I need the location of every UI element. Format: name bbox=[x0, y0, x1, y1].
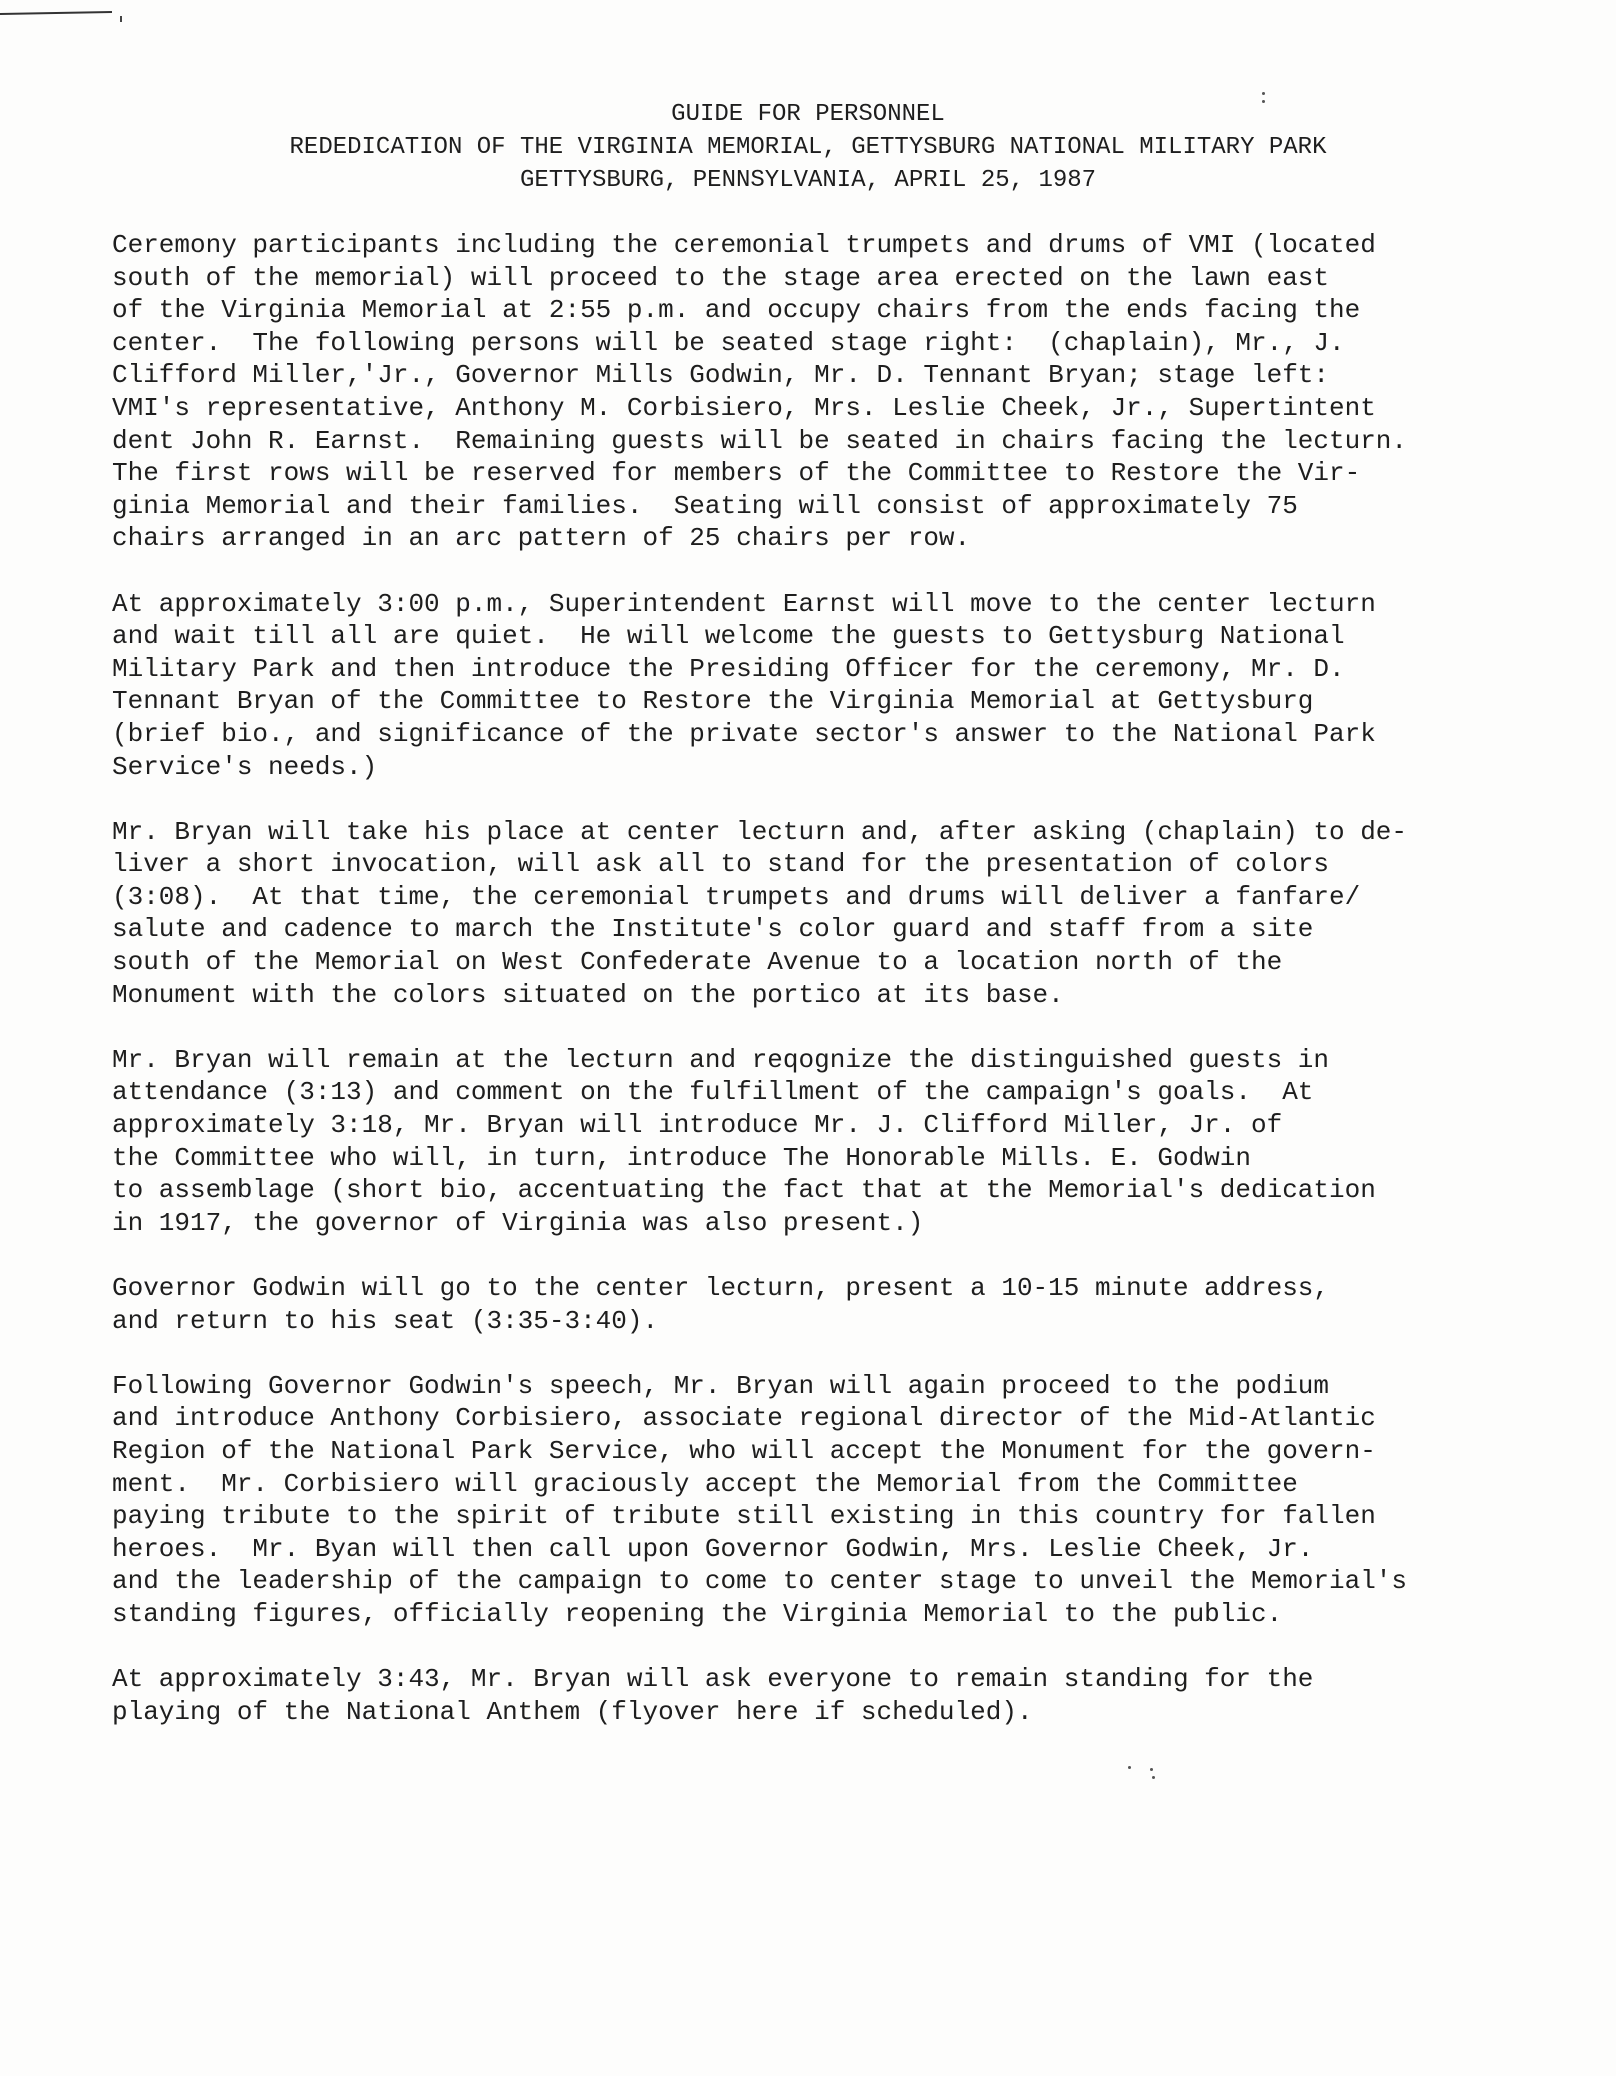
text-line: The first rows will be reserved for members of the Committee to Restore the Vir- bbox=[112, 458, 1361, 489]
heading-title: GUIDE FOR PERSONNEL bbox=[671, 101, 945, 128]
text-line: and return to his seat (3:35-3:40). bbox=[112, 1305, 659, 1336]
document-body bbox=[112, 229, 1552, 1761]
paragraph bbox=[112, 1272, 1552, 1337]
scan-speck bbox=[1262, 100, 1265, 103]
text-line: and the leadership of the campaign to come to center stage to unveil the Memorial's bbox=[112, 1566, 1408, 1597]
text-line: ment. Mr. Corbisiero will graciously accept the Memorial from the Committee bbox=[112, 1468, 1298, 1499]
text-line: liver a short invocation, will ask all to stand for the presentation of colors bbox=[112, 849, 1329, 880]
heading-location-date: GETTYSBURG, PENNSYLVANIA, APRIL 25, 1987 bbox=[519, 167, 1097, 194]
pen-tick-mark bbox=[120, 16, 122, 22]
text-line: Mr. Bryan will remain at the lecturn and reqognize the distinguished guests in bbox=[112, 1044, 1329, 1075]
paragraph bbox=[112, 229, 1552, 555]
text-line: standing figures, officially reopening the Virginia Memorial to the public. bbox=[112, 1598, 1283, 1629]
text-line: in 1917, the governor of Virginia was also present.) bbox=[112, 1207, 924, 1238]
pen-stroke-mark bbox=[0, 11, 112, 15]
text-line: and wait till all are quiet. He will welcome the guests to Gettysburg National bbox=[112, 621, 1345, 652]
paragraph bbox=[112, 1370, 1552, 1631]
scan-speck bbox=[1262, 92, 1265, 95]
text-line: dent John R. Earnst. Remaining guests will be seated in chairs facing the lecturn. bbox=[112, 425, 1408, 456]
text-line: (brief bio., and significance of the private sector's answer to the National Park bbox=[112, 718, 1376, 749]
text-line: Region of the National Park Service, who will accept the Monument for the govern- bbox=[112, 1435, 1376, 1466]
scan-speck bbox=[1128, 1766, 1131, 1769]
text-line: Service's needs.) bbox=[112, 751, 378, 782]
text-line: heroes. Mr. Byan will then call upon Governor Godwin, Mrs. Leslie Cheek, Jr. bbox=[112, 1533, 1314, 1564]
text-line: VMI's representative, Anthony M. Corbisiero, Mrs. Leslie Cheek, Jr., Supertintent bbox=[112, 392, 1376, 423]
paragraph bbox=[112, 588, 1552, 784]
text-line: ginia Memorial and their families. Seating will consist of approximately 75 bbox=[112, 490, 1298, 521]
text-line: playing of the National Anthem (flyover here if scheduled). bbox=[112, 1696, 1033, 1727]
paragraph bbox=[112, 1044, 1552, 1240]
text-line: At approximately 3:00 p.m., Superintendent Earnst will move to the center lecturn bbox=[112, 588, 1376, 619]
text-line: the Committee who will, in turn, introduce The Honorable Mills. E. Godwin bbox=[112, 1142, 1251, 1173]
text-line: south of the memorial) will proceed to the stage area erected on the lawn east bbox=[112, 262, 1329, 293]
text-line: At approximately 3:43, Mr. Bryan will ask everyone to remain standing for the bbox=[112, 1664, 1314, 1695]
text-line: Governor Godwin will go to the center lecturn, present a 10-15 minute address, bbox=[112, 1273, 1329, 1303]
text-line: Mr. Bryan will take his place at center lecturn and, after asking (chaplain) to de- bbox=[112, 816, 1408, 847]
text-line: of the Virginia Memorial at 2:55 p.m. and occupy chairs from the ends facing the bbox=[112, 295, 1361, 326]
scan-speck bbox=[1152, 1776, 1155, 1779]
text-line: Following Governor Godwin's speech, Mr. Bryan will again proceed to the podium bbox=[112, 1370, 1329, 1401]
text-line: Tennant Bryan of the Committee to Restore the Virginia Memorial at Gettysburg bbox=[112, 686, 1314, 717]
text-line: center. The following persons will be seated stage right: (chaplain), Mr., J. bbox=[112, 327, 1345, 358]
scan-speck bbox=[1150, 1768, 1153, 1771]
text-line: to assemblage (short bio, accentuating the fact that at the Memorial's dedication bbox=[112, 1175, 1376, 1206]
text-line: approximately 3:18, Mr. Bryan will introduce Mr. J. Clifford Miller, Jr. of bbox=[112, 1110, 1283, 1141]
text-line: paying tribute to the spirit of tribute still existing in this country for fallen bbox=[112, 1501, 1376, 1532]
document-heading bbox=[0, 98, 1616, 197]
heading-event: REDEDICATION OF THE VIRGINIA MEMORIAL, GETTYSBURG NATIONAL MILITARY PARK bbox=[289, 134, 1327, 161]
text-line: Clifford Miller,'Jr., Governor Mills Godwin, Mr. D. Tennant Bryan; stage left: bbox=[112, 360, 1329, 391]
text-line: Ceremony participants including the ceremonial trumpets and drums of VMI (located bbox=[112, 230, 1376, 260]
text-line: Monument with the colors situated on the portico at its base. bbox=[112, 979, 1064, 1010]
text-line: attendance (3:13) and comment on the fulfillment of the campaign's goals. At bbox=[112, 1077, 1314, 1108]
text-line: south of the Memorial on West Confederate Avenue to a location north of the bbox=[112, 947, 1283, 978]
paragraph bbox=[112, 1663, 1552, 1728]
text-line: Military Park and then introduce the Presiding Officer for the ceremony, Mr. D. bbox=[112, 653, 1345, 684]
text-line: chairs arranged in an arc pattern of 25 chairs per row. bbox=[112, 523, 971, 554]
text-line: and introduce Anthony Corbisiero, associate regional director of the Mid-Atlantic bbox=[112, 1403, 1376, 1434]
paragraph bbox=[112, 816, 1552, 1012]
text-line: (3:08). At that time, the ceremonial trumpets and drums will deliver a fanfare/ bbox=[112, 881, 1361, 912]
text-line: salute and cadence to march the Institute's color guard and staff from a site bbox=[112, 914, 1314, 945]
